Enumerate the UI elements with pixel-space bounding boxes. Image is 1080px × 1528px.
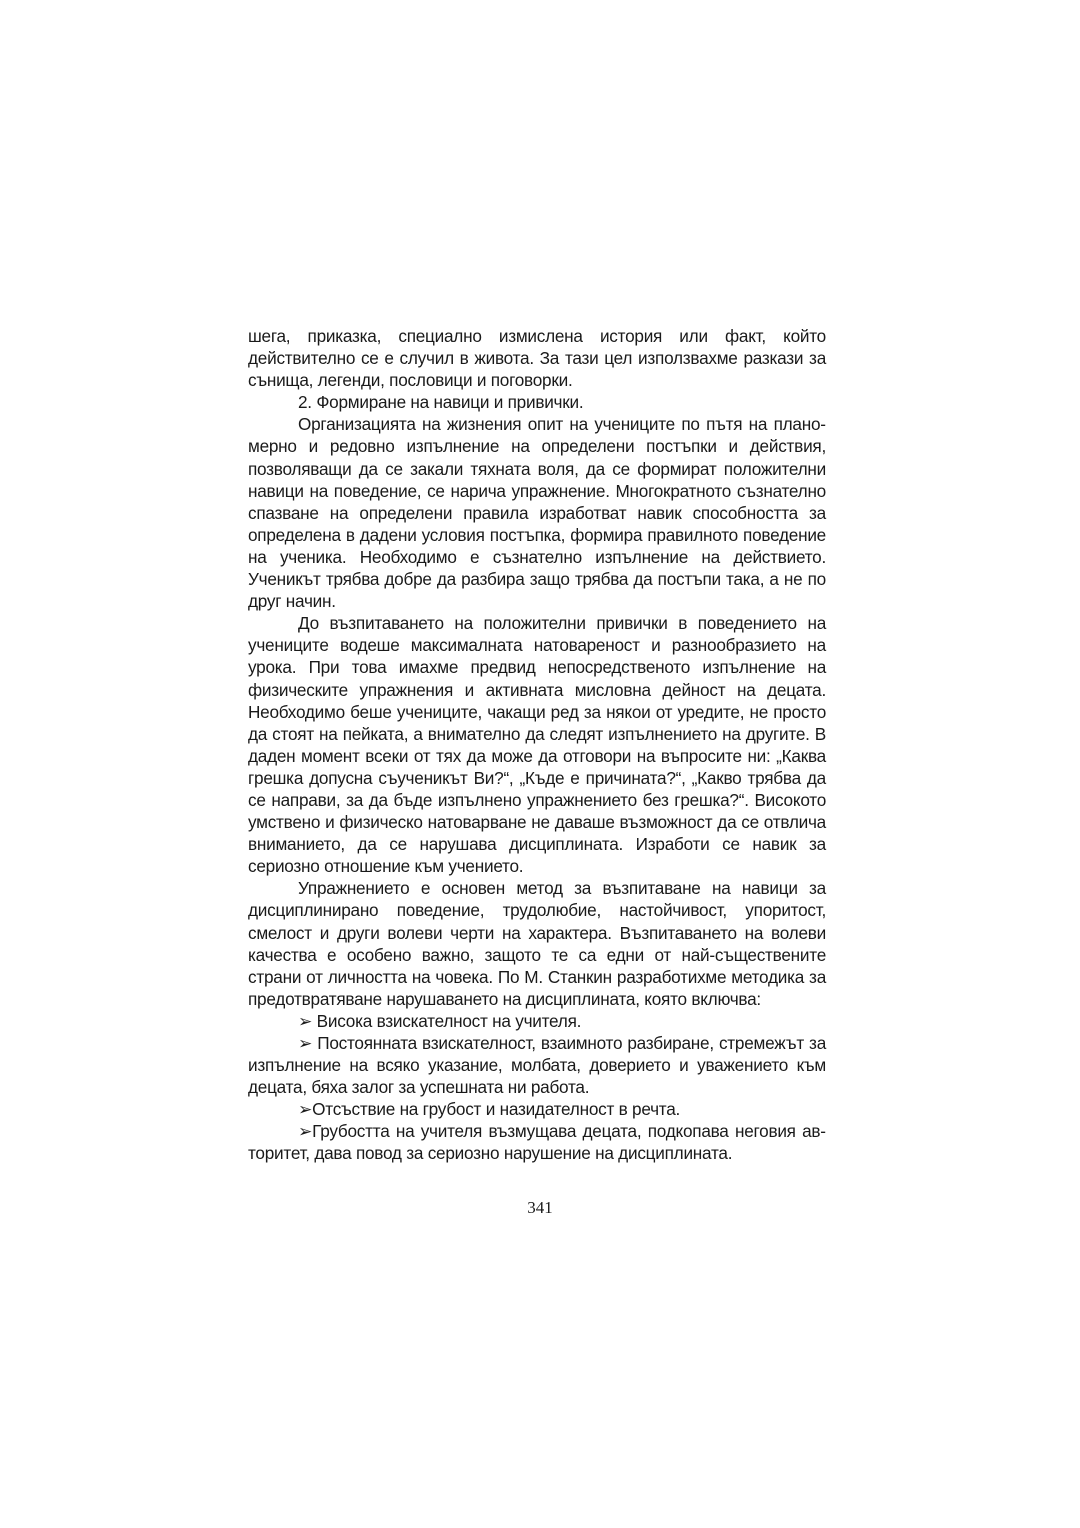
paragraph-3: Организацията на жизнения опит на учениците по пътя на планомерно и редовно изпълнение на определени постъпки и действия, позволяващи да се закали тяхната воля, да се формират положителни навици на поведение, се нарича упражнение. Многократното съзнателно спазване на определени правила изработват навик способността за определена в дадени условия постъпка, формира правилното поведение на ученика. Необходимо е съзнателно изпълнение на действието. Ученикът трябва добре да разбира защо трябва да постъпи така, а не по друг начин. [248, 414, 826, 612]
paragraph-1: шега, приказка, специално измислена история или факт, който действително се е случил в живота. За тази цел използвахме разкази за сънища, легенди, пословици и поговорки. [248, 326, 826, 391]
bullet-item-3: ➢Отсъствие на грубост и назидателност в речта. [298, 1099, 681, 1120]
page-number: 341 [527, 1198, 553, 1217]
bullet-item-1: ➢ Висока взискателност на учителя. [298, 1010, 582, 1031]
bullet-item-2: ➢ Постоянната взискателност, взаимното разбиране, стремежът за изпълнение на всяко указание, молбата, доверието и уважението към децата, бяха залог за успешната ни работа. [248, 1033, 826, 1098]
paragraph-2: 2. Формиране на навици и привички. [298, 392, 584, 413]
body-text [248, 325, 826, 1165]
paragraph-5: Упражнението е основен метод за възпитаване на навици за дисциплинирано поведение, трудолюбие, настойчивост, упоритост, смелост и други волеви черти на характера. Възпитаването на волеви качества е особено важно, защото те са едни от най-съществените страни от личността на човека. По М. Станкин разработихме методика за предотвратяване нарушаването на дисциплината, която включва: [248, 878, 826, 1009]
paragraph-4: До възпитаването на положителни привички в поведението на учениците водеше максималната натовареност и разнообразието на урока. При това имахме предвид непосредственото изпълнение на физическите упражнения и активната мисловна дейност на децата. Необходимо беше учениците, чакащи ред за някои от уредите, не просто да стоят на пейката, а внимателно да следят изпълнението на другите. В даден момент всеки от тях да може да отговори на въпросите ни: „Каква грешка допусна съученикът Ви?“, „Къде е причината?“, „Какво трябва да се направи, за да бъде изпълнено упражнението без грешка?“. Високото умствено и физическо натоварване не даваше възможност да се отвлича вниманието, да се нарушава дисциплината. Изработи се навик за сериозно отношение към учението. [248, 613, 826, 877]
bullet-item-4: ➢Грубостта на учителя възмущава децата, подкопава неговия авторитет, дава повод за сериозно нарушение на дисциплината. [248, 1121, 826, 1164]
